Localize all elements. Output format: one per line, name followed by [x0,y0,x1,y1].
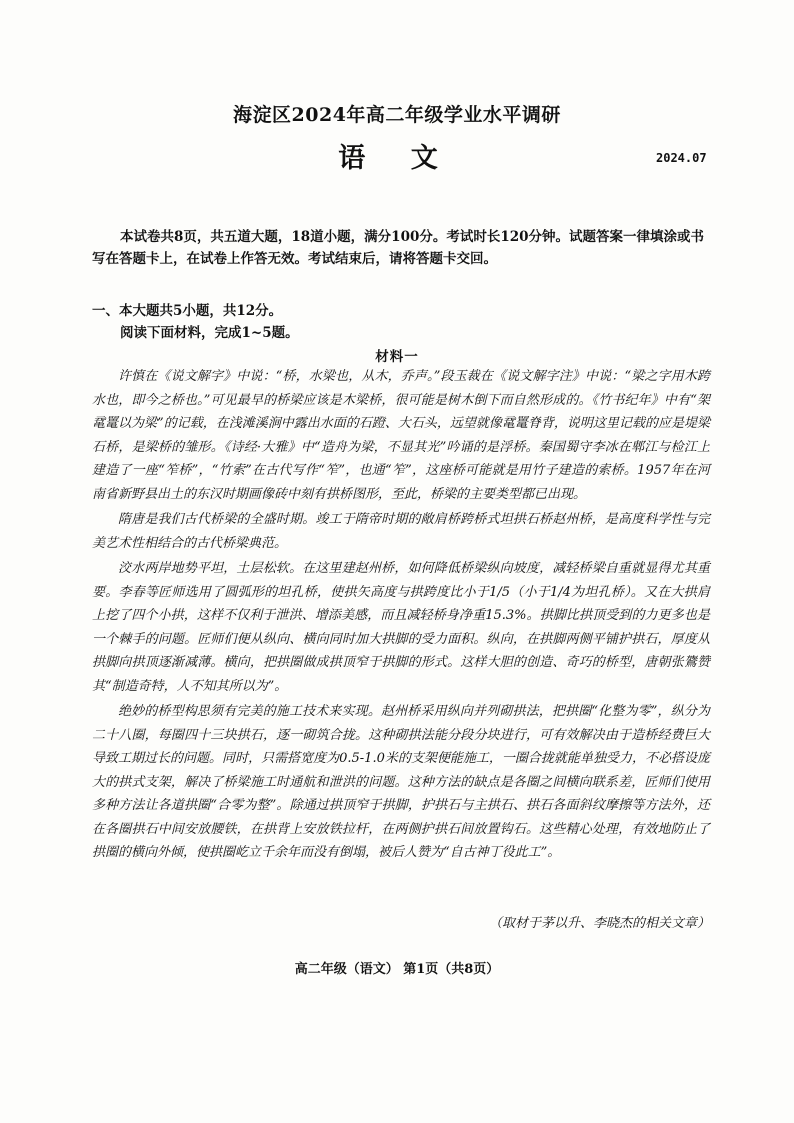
paragraph: 隋唐是我们古代桥梁的全盛时期。竣工于隋帝时期的敞肩桥跨桥式坦拱石桥赵州桥，是高度科学性与完美艺术性相结合的古代桥梁典范。 [92,512,710,551]
source-citation: （取材于茅以升、李晓杰的相关文章） [488,916,710,931]
exam-date: 2024.07 [656,151,707,165]
exam-title: 海淀区2024年高二年级学业水平调研 [233,104,561,126]
paragraph: 洨水两岸地势平坦，土层松软。在这里建赵州桥，如何降低桥梁纵向坡度，减轻桥梁自重就显得尤其重要。李春等匠师选用了圆弧形的坦孔桥，使拱矢高度与拱跨度比小于1/5（小于1/4为坦孔桥）。又在大拱肩上挖了四个小拱，这样不仅利于泄洪、增添美感，而且减轻桥身净重15.3%。拱脚比拱顶受到的力更多也是一个棘手的问题。匠师们便从纵向、横向同时加大拱脚的受力面积。纵向，在拱脚两侧平铺护拱石，厚度从拱脚向拱顶逐渐减薄。横向，把拱圈做成拱顶窄于拱脚的形式。这样大胆的创造、奇巧的桥型，唐朝张鷟赞其“制造奇特，人不知其所以为”。 [92,561,710,694]
material-body [92,365,710,867]
exam-instructions: 本试卷共8页，共五道大题，18道小题，满分100分。考试时长120分钟。试题答案一律填涂或书写在答题卡上，在试卷上作答无效。考试结束后，请将答题卡交回。 [92,229,705,267]
paragraph: 许慎在《说文解字》中说：“桥，水梁也，从木，乔声。”段玉裁在《说文解字注》中说：“梁之字用木跨水也，即今之桥也。”可见最早的桥梁应该是木梁桥，很可能是树木倒下而自然形成的。《竹书纪年》中有“架鼋鼍以为梁”的记载，在浅滩溪涧中露出水面的石蹬、大石头，远望就像鼋鼍脊背，说明这里记载的应是堤梁石桥，是梁桥的雏形。《诗经·大雅》中“造舟为梁，不显其光”吟诵的是浮桥。秦国蜀守李冰在郫江与检江上建造了一座“笮桥”，“竹索”在古代写作“笮”，也通“笮”，这座桥可能就是用竹子建造的索桥。1957年在河南省新野县出土的东汉时期画像砖中刻有拱桥图形，至此，桥梁的主要类型都已出现。 [92,369,710,502]
material-title: 材料一 [375,349,419,365]
subject-title: 语 文 [338,143,456,174]
paragraph: 绝妙的桥型构思须有完美的施工技术来实现。赵州桥采用纵向并列砌拱法，把拱圈“化整为零”，纵分为二十八圈，每圈四十三块拱石，逐一砌筑合拢。这种砌拱法能分段分块进行，可有效解决由于造桥经费巨大导致工期过长的问题。同时，只需搭宽度为0.5-1.0米的支架便能施工，一圈合拢就能单独受力，不必搭设庞大的拱式支架，解决了桥梁施工时通航和泄洪的问题。这种方法的缺点是各圈之间横向联系差，匠师们使用多种方法让各道拱圈“合零为整”。除通过拱顶窄于拱脚，护拱石与主拱石、拱石各面斜纹摩擦等方法外，还在各圈拱石中间安放腰铁，在拱背上安放铁拉杆，在两侧护拱石间放置钩石。这些精心处理，有效地防止了拱圈的横向外倾，使拱圈屹立千余年而没有倒塌，被后人赞为“自古神丁役此工”。 [92,704,710,860]
section-lead: 阅读下面材料，完成1~5题。 [120,325,299,341]
section-heading: 一、本大题共5小题，共12分。 [92,303,283,319]
page-footer: 高二年级（语文） 第1页（共8页） [294,962,500,977]
